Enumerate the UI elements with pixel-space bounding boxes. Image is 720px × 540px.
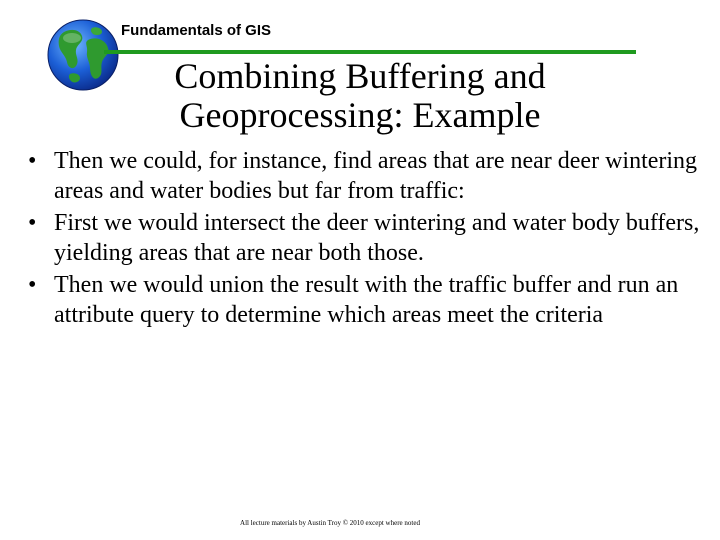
- slide-title-line-2: Geoprocessing: Example: [179, 95, 541, 135]
- bullet-item: [22, 270, 702, 330]
- globe-icon: [46, 18, 120, 92]
- bullet-text: Then we would union the result with the traffic buffer and run an attribute query to determine which areas meet the criteria: [54, 272, 679, 328]
- footer-copyright: All lecture materials by Austin Troy © 2010 except where noted: [240, 519, 420, 527]
- bullet-dot-icon: •: [28, 210, 37, 236]
- slide-title: [140, 57, 580, 135]
- bullet-text: First we would intersect the deer wintering and water body buffers, yielding areas that are near both those.: [54, 210, 700, 266]
- slide-title-line-1: Combining Buffering and: [174, 56, 546, 96]
- bullet-list: [22, 146, 702, 332]
- bullet-item: [22, 146, 702, 206]
- bullet-dot-icon: •: [28, 272, 37, 298]
- bullet-item: [22, 208, 702, 268]
- bullet-text: Then we could, for instance, find areas that are near deer wintering areas and water bodies but far from traffic:: [54, 148, 698, 204]
- course-label: Fundamentals of GIS: [121, 22, 272, 39]
- bullet-dot-icon: •: [28, 148, 37, 174]
- header-rule: [104, 50, 636, 54]
